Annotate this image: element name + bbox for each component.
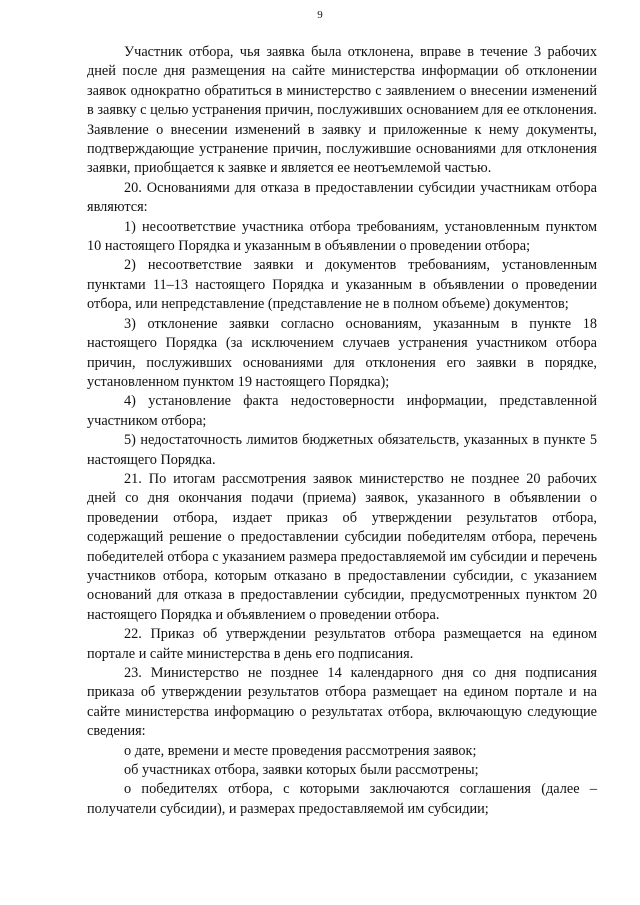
list-item-20-2: 2) несоответствие заявки и документов требованиям, установленным пунктами 11–13 настоящего Порядка и указанным в объявлении о проведении отбора, или непредставление (представление не в полном объеме) документов;: [87, 257, 597, 313]
paragraph-appeal: Участник отбора, чья заявка была отклонена, вправе в течение 3 рабочих дней после дня размещения на сайте министерства информации об отклонении заявок однократно обратиться в министерство с заявлением о внесении изменений в заявку с целью устранения причин, послуживших основанием для ее отклонения. Заявление о внесении изменений в заявку и приложенные к нему документы, подтверждающие устранение причин, послужившие основаниями для отклонения заявки, приобщается к заявке и является ее неотъемлемой частью.: [87, 44, 597, 177]
page-number: 9: [317, 9, 323, 21]
list-item-20-1: 1) несоответствие участника отбора требованиям, установленным пунктом 10 настоящего Порядка и указанным в объявлении о проведении отбора;: [87, 218, 597, 255]
list-item-20-3: 3) отклонение заявки согласно основаниям, указанным в пункте 18 настоящего Порядка (за исключением случаев устранения участником отбора причин, послуживших основаниями для отклонения его заявки в порядке, установленном пунктом 19 настоящего Порядка);: [87, 315, 597, 390]
paragraph-20-intro: 20. Основаниями для отказа в предоставлении субсидии участникам отбора являются:: [87, 179, 597, 216]
list-item-23-2: об участниках отбора, заявки которых были рассмотрены;: [124, 762, 479, 779]
document-body: [87, 43, 597, 819]
list-item-20-4: 4) установление факта недостоверности информации, представленной участником отбора;: [87, 393, 597, 429]
paragraph-23: 23. Министерство не позднее 14 календарного дня со дня подписания приказа об утверждении результатов отбора размещает на едином портале и на сайте министерства информацию о результатах отбора, включающую следующие сведения:: [87, 665, 597, 740]
list-item-23-3: о победителях отбора, с которыми заключаются соглашения (далее – получатели субсидии), и размерах предоставляемой им субсидии;: [87, 781, 597, 817]
paragraph-21: 21. По итогам рассмотрения заявок министерство не позднее 20 рабочих дней со дня окончания подачи (приема) заявок, указанного в объявлении о проведении отбора, издает приказ об утверждении результатов отбора, содержащий решение о предоставлении субсидии победителям отбора, перечень победителей отбора с указанием размера предоставляемой им субсидии и перечень участников отбора, которым отказано в предоставлении субсидии, с указанием оснований для отказа в предоставлении субсидии, предусмотренных пунктом 20 настоящего Порядка и объявлением о проведении отбора.: [87, 470, 597, 623]
paragraph-22: 22. Приказ об утверждении результатов отбора размещается на едином портале и сайте министерства в день его подписания.: [87, 626, 597, 662]
list-item-20-5: 5) недостаточность лимитов бюджетных обязательств, указанных в пункте 5 настоящего Порядка.: [87, 432, 597, 468]
list-item-23-1: о дате, времени и месте проведения рассмотрения заявок;: [124, 742, 477, 759]
